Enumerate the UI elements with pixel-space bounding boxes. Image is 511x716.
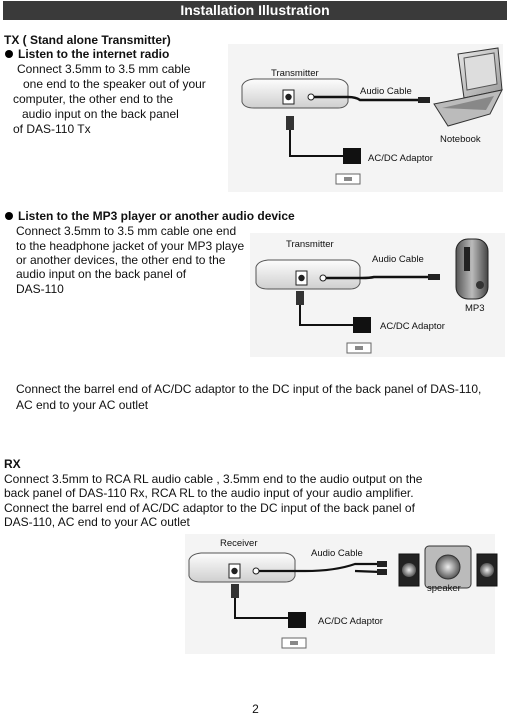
internet-radio-line-3: computer, the other end to the (13, 92, 174, 106)
internet-radio-title: Listen to the internet radio (18, 47, 170, 61)
receiver-label: Receiver (220, 538, 258, 549)
audio-cable-label: Audio Cable (360, 86, 412, 97)
audio-cable-label: Audio Cable (311, 548, 363, 559)
rx-line-4: DAS-110, AC end to your AC outlet (4, 515, 190, 529)
mp3-line-1: Connect 3.5mm to 3.5 mm cable one end (16, 224, 237, 238)
rx-heading: RX (4, 457, 21, 471)
bullet-icon (5, 212, 13, 220)
mp3-line-2: to the headphone jacket of your MP3 playe (16, 239, 245, 253)
audio-cable-icon (326, 277, 436, 278)
mp3-line-3: or another devices, the other end to the (16, 253, 226, 267)
tx-heading: TX ( Stand alone Transmitter) (4, 33, 171, 47)
power-line-2: AC end to your AC outlet (16, 398, 149, 412)
receiver-device-icon (189, 553, 295, 582)
audio-cable-label: Audio Cable (372, 254, 424, 265)
transmitter-device-icon (242, 79, 348, 108)
transmitter-mp3-diagram (250, 233, 505, 357)
mp3-line-4: audio input on the back panel of (16, 267, 187, 281)
mp3-line-5: DAS-110 (16, 282, 64, 296)
transmitter-notebook-diagram (228, 44, 503, 192)
mp3-label: MP3 (465, 303, 485, 314)
rx-line-3: Connect the barrel end of AC/DC adaptor to the DC input of the back panel of (4, 501, 415, 515)
transmitter-label: Transmitter (286, 239, 334, 250)
internet-radio-line-1: Connect 3.5mm to 3.5 mm cable (17, 62, 191, 76)
adaptor-label: AC/DC Adaptor (380, 321, 445, 332)
speaker-label: speaker (427, 583, 461, 594)
rx-line-1: Connect 3.5mm to RCA RL audio cable , 3.5mm end to the audio output on the (4, 472, 423, 486)
adaptor-label: AC/DC Adaptor (318, 616, 383, 627)
mp3-title: Listen to the MP3 player or another audio device (18, 209, 295, 223)
internet-radio-line-2: one end to the speaker out of your (23, 77, 206, 91)
page-header: Installation Illustration (3, 1, 507, 20)
transmitter-device-icon (256, 260, 360, 289)
notebook-label: Notebook (440, 134, 481, 145)
rx-line-2: back panel of DAS-110 Rx, RCA RL to the audio input of your audio amplifier. (4, 486, 414, 500)
internet-radio-line-5: of DAS-110 Tx (13, 122, 91, 136)
page-number: 2 (252, 702, 259, 716)
internet-radio-line-4: audio input on the back panel (22, 107, 179, 121)
mp3-player-icon (456, 239, 488, 299)
bullet-icon (5, 50, 13, 58)
adaptor-label: AC/DC Adaptor (368, 153, 433, 164)
transmitter-label: Transmitter (271, 68, 319, 79)
power-line-1: Connect the barrel end of AC/DC adaptor to the DC input of the back panel of DAS-110, (16, 382, 482, 396)
